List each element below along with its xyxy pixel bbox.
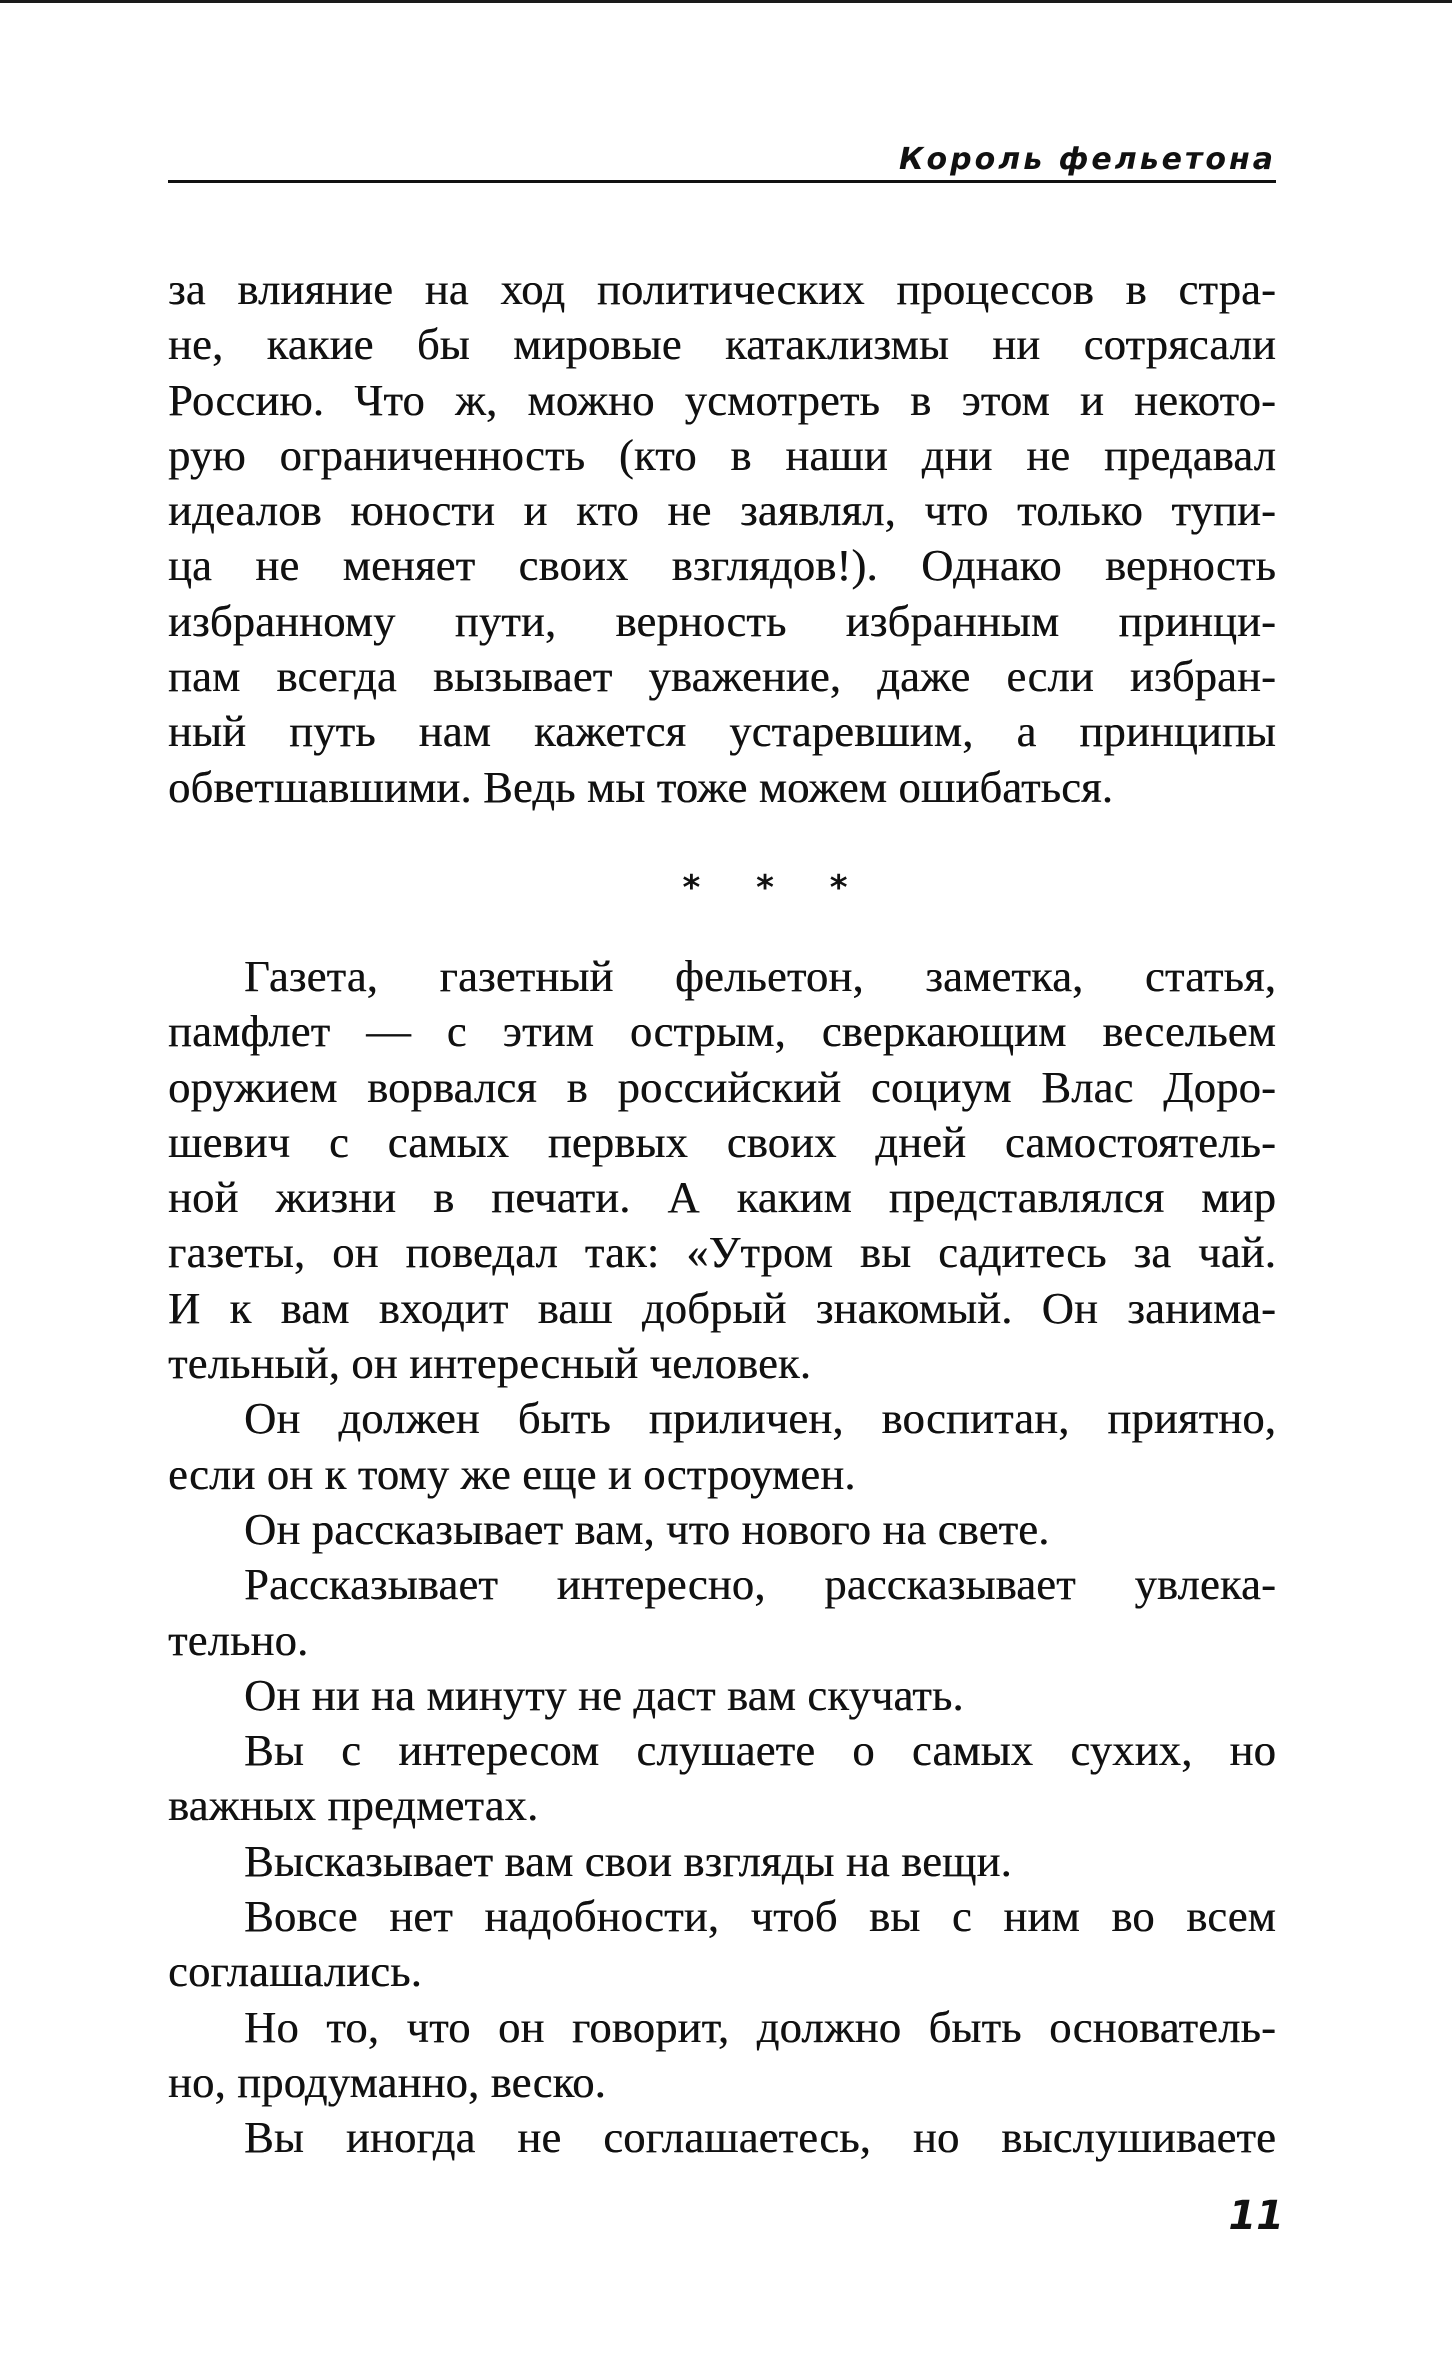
text-line: Он должен быть приличен, воспитан, приятно, (244, 1393, 1276, 1444)
section-separator: * * * (682, 868, 870, 908)
text-line: идеалов юности и кто не заявлял, что только тупи- (168, 485, 1276, 536)
text-line: важных предметах. (168, 1780, 539, 1831)
page-top-edge (0, 0, 1452, 3)
text-line: ца не меняет своих взглядов!). Однако верность (168, 540, 1276, 591)
text-line: обветшавшими. Ведь мы тоже можем ошибаться. (168, 761, 1114, 812)
paragraph-quote (168, 949, 1276, 2166)
text-line: Высказывает вам свои взгляды на вещи. (244, 1835, 1012, 1886)
text-line: газеты, он поведал так: «Утром вы садитесь за чай. (168, 1227, 1276, 1278)
text-line: если он к тому же еще и остроумен. (168, 1448, 856, 1499)
text-line: Но то, что он говорит, должно быть основатель- (244, 2001, 1276, 2052)
text-line: за влияние на ход политических процессов в стра- (168, 264, 1276, 314)
page-number: 11 (1228, 2193, 1284, 2239)
text-line: избранному пути, верность избранным принци- (168, 595, 1276, 646)
text-line: памфлет — с этим острым, сверкающим весельем (168, 1006, 1276, 1057)
text-line: Рассказывает интересно, рассказывает увлека- (244, 1559, 1276, 1610)
text-line: Россию. Что ж, можно усмотреть в этом и некото- (168, 374, 1276, 425)
paragraph-continuation (168, 262, 1276, 815)
text-line: Вы иногда не соглашаетесь, но выслушиваете (244, 2112, 1276, 2163)
text-line: но, продуманно, веско. (168, 2056, 606, 2107)
text-line: Он рассказывает вам, что нового на свете. (244, 1503, 1050, 1554)
text-line: Он ни на минуту не даст вам скучать. (244, 1669, 964, 1720)
text-line: ный путь нам кажется устаревшим, а принципы (168, 706, 1276, 757)
running-header (168, 118, 1276, 188)
text-line: ной жизни в печати. А каким представлялся мир (168, 1172, 1276, 1223)
text-line: пам всегда вызывает уважение, даже если избран- (168, 651, 1276, 702)
text-line: Вовсе нет надобности, чтоб вы с ним во всем (244, 1891, 1276, 1942)
text-line: шевич с самых первых своих дней самостоятель- (168, 1116, 1276, 1167)
text-line: рую ограниченность (кто в наши дни не предавал (168, 429, 1276, 480)
text-line: не, какие бы мировые катаклизмы ни сотрясали (168, 319, 1276, 370)
text-line: Вы с интересом слушаете о самых сухих, но (244, 1725, 1276, 1776)
text-line: тельно. (168, 1614, 309, 1665)
text-line: оружием ворвался в российский социум Влас Доро- (168, 1061, 1276, 1112)
text-line: соглашались. (168, 1946, 422, 1997)
text-line: Газета, газетный фельетон, заметка, статья, (244, 951, 1276, 1001)
header-rule (168, 180, 1276, 183)
text-line: тельный, он интересный человек. (168, 1338, 812, 1389)
text-line: И к вам входит ваш добрый знакомый. Он занима- (168, 1282, 1276, 1333)
running-header-title: Король фельетона (899, 142, 1276, 177)
